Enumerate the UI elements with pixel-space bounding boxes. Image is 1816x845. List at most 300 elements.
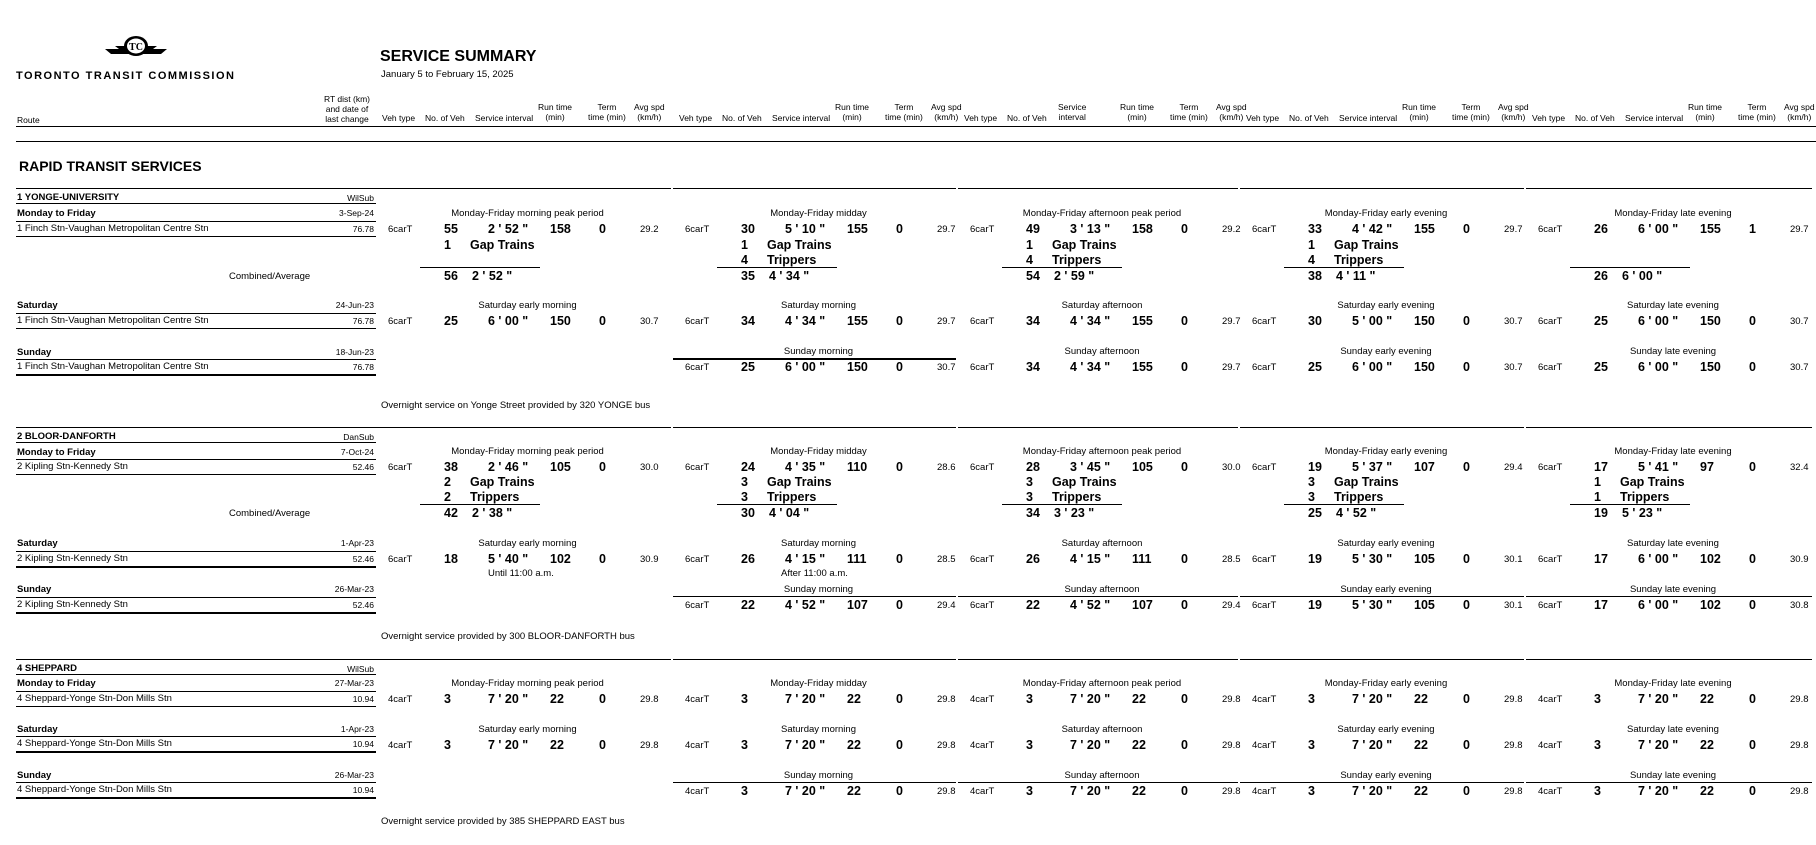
route-dist-l2-mf_label: 52.46 — [352, 462, 374, 472]
line-rule-top-l1 — [16, 188, 376, 189]
route-day-l2-sun_label: Sunday — [17, 584, 52, 595]
header-no-veh-4 — [1575, 113, 1615, 123]
block-rule-l4-1 — [673, 659, 956, 660]
header-rt-dist-1: RT dist (km) — [324, 94, 370, 104]
header-run-time-line2: (min) — [1409, 112, 1429, 122]
term-time-l1-sun-1: 0 — [1181, 360, 1188, 374]
term-time-l2-sun-2: 0 — [1463, 598, 1470, 612]
no-of-veh-l4-mf-1: 3 — [741, 692, 748, 706]
header-veh-type-2 — [964, 113, 997, 123]
service-interval-l4-sat-2: 7 ' 20 " — [1070, 738, 1111, 752]
service-interval-l1-mf-0: 2 ' 52 " — [488, 222, 529, 236]
no-of-veh-l1-sun-3: 25 — [1594, 360, 1608, 374]
route-dist-l2-sat_label: 52.46 — [352, 554, 374, 564]
extra-count-l2-1-1: 3 — [741, 490, 748, 504]
header-run-time-line1: Run time — [538, 102, 573, 112]
no-of-veh-l2-mf-3: 19 — [1308, 460, 1322, 474]
term-time-l1-mf-0: 0 — [599, 222, 606, 236]
avg-spd-l1-sun-1: 29.7 — [1222, 362, 1241, 373]
header-no-veh-line1: No. of Veh — [1007, 113, 1047, 123]
no-of-veh-l4-mf-4: 3 — [1594, 692, 1601, 706]
no-of-veh-l1-sun-0: 25 — [741, 360, 755, 374]
service-interval-l4-sat-0: 7 ' 20 " — [488, 738, 529, 752]
service-interval-l4-mf-0: 7 ' 20 " — [488, 692, 529, 706]
veh-type-l1-sat-1: 6carT — [685, 316, 710, 327]
period-label-l4-mf-4: Monday-Friday late evening — [1614, 678, 1732, 689]
combined-interval-l1-4: 6 ' 00 " — [1622, 269, 1663, 283]
header-veh-type-0 — [382, 113, 415, 123]
period-label-l1-sat-0: Saturday early morning — [478, 300, 577, 311]
extra-count-l2-2-0: 3 — [1026, 475, 1033, 489]
term-time-l1-sun-3: 0 — [1749, 360, 1756, 374]
combined-veh-l1-1: 35 — [741, 269, 755, 283]
term-time-l1-mf-2: 0 — [1181, 222, 1188, 236]
block-rule-l2-3 — [1240, 427, 1524, 428]
avg-spd-l1-mf-2: 29.2 — [1222, 224, 1241, 235]
header-avg-spd-line1: Avg spd — [1216, 102, 1247, 112]
run-time-l1-sat-1: 155 — [847, 314, 868, 328]
line-rule-mid-l2 — [16, 442, 376, 443]
period-label-l4-sun-4: Sunday late evening — [1629, 770, 1717, 781]
period-label-l4-sun-2: Sunday afternoon — [1064, 770, 1140, 781]
run-time-l1-sat-2: 155 — [1132, 314, 1153, 328]
avg-spd-l2-sat-3: 30.1 — [1504, 554, 1523, 565]
extra-count-l2-4-0: 1 — [1594, 475, 1601, 489]
header-run-time-2 — [1120, 102, 1154, 122]
run-time-l2-mf-1: 110 — [847, 460, 868, 474]
run-time-l2-mf-4: 97 — [1700, 460, 1714, 474]
no-of-veh-l2-sun-2: 19 — [1308, 598, 1322, 612]
period-label-l4-sat-1: Saturday morning — [781, 724, 856, 735]
veh-type-l1-mf-2: 6carT — [970, 224, 995, 235]
avg-spd-l4-mf-1: 29.8 — [937, 694, 956, 705]
term-time-l1-sun-0: 0 — [896, 360, 903, 374]
service-interval-l4-sun-4: 7 ' 20 " — [1638, 784, 1679, 798]
extra-count-l1-3-1: 4 — [1308, 253, 1315, 267]
header-avg-spd-line2: (km/h) — [934, 112, 959, 122]
header-veh-type-line1: Veh type — [964, 113, 998, 123]
ttc-logo — [103, 35, 169, 61]
service-interval-l2-sat-1: 4 ' 15 " — [785, 552, 826, 566]
veh-type-l4-mf-1: 4carT — [685, 694, 710, 705]
header-veh-type-line1: Veh type — [382, 113, 416, 123]
veh-type-l1-mf-4: 6carT — [1538, 224, 1563, 235]
no-of-veh-l4-sat-2: 3 — [1026, 738, 1033, 752]
sun-rule-l2-1 — [673, 596, 956, 597]
no-of-veh-l2-mf-4: 17 — [1594, 460, 1608, 474]
extra-label-l2-4-0: Gap Trains — [1620, 475, 1685, 489]
extra-label-l1-1-1: Trippers — [767, 253, 817, 267]
no-of-veh-l2-sat-3: 19 — [1308, 552, 1322, 566]
no-of-veh-l1-sat-2: 34 — [1026, 314, 1040, 328]
run-time-l1-sun-0: 150 — [847, 360, 868, 374]
run-time-l4-mf-1: 22 — [847, 692, 861, 706]
no-of-veh-l2-sun-1: 22 — [1026, 598, 1040, 612]
sun-rule-l4-2 — [958, 782, 1238, 783]
avg-spd-l4-mf-4: 29.8 — [1790, 694, 1809, 705]
combined-rule-l2-2 — [1002, 504, 1122, 505]
service-interval-l2-mf-2: 3 ' 45 " — [1070, 460, 1111, 474]
no-of-veh-l4-sat-0: 3 — [444, 738, 451, 752]
extra-label-l1-1-0: Gap Trains — [767, 238, 832, 252]
extra-count-l2-4-1: 1 — [1594, 490, 1601, 504]
combined-rule-l1-3 — [1284, 267, 1404, 268]
sun-rule-l2-4 — [1526, 596, 1812, 597]
combined-rule-l2-4 — [1570, 504, 1690, 505]
page-title: SERVICE SUMMARY — [380, 48, 537, 65]
run-time-l1-sun-2: 150 — [1414, 360, 1435, 374]
line-rule-top-l4 — [16, 659, 376, 660]
header-term-time-line1: Term — [597, 102, 617, 112]
no-of-veh-l4-sat-4: 3 — [1594, 738, 1601, 752]
route-date-l4-sun_date: 26-Mar-23 — [334, 770, 374, 780]
run-time-l1-mf-2: 158 — [1132, 222, 1153, 236]
combined-veh-l1-2: 54 — [1026, 269, 1040, 283]
route-dist-l4-sat_label: 10.94 — [352, 739, 374, 749]
header-avg-spd-line2: (km/h) — [1501, 112, 1526, 122]
header-term-time-1 — [885, 102, 923, 122]
no-of-veh-l1-sun-1: 34 — [1026, 360, 1040, 374]
term-time-l2-mf-0: 0 — [599, 460, 606, 474]
service-interval-l4-sun-2: 7 ' 20 " — [1070, 784, 1111, 798]
run-time-l1-sat-4: 150 — [1700, 314, 1721, 328]
run-time-l2-sat-1: 111 — [847, 552, 867, 566]
route-dist-l4-sun_label: 10.94 — [352, 785, 374, 795]
block-rule-l1-1 — [673, 188, 956, 189]
header-run-time-3 — [1402, 102, 1436, 122]
veh-type-l4-mf-3: 4carT — [1252, 694, 1277, 705]
route-name-l4-sun_label: 4 Sheppard-Yonge Stn-Don Mills Stn — [17, 784, 172, 795]
service-interval-l1-sun-1: 4 ' 34 " — [1070, 360, 1111, 374]
header-avg-spd-0 — [634, 102, 665, 122]
combined-rule-l1-0 — [420, 267, 540, 268]
veh-type-l2-mf-1: 6carT — [685, 462, 710, 473]
line-division-l1: WilSub — [347, 193, 374, 203]
header-term-time-line2: time (min) — [1738, 112, 1776, 122]
route-rule-l1-sun_label-top — [16, 359, 376, 360]
header-term-time-line1: Term — [1179, 102, 1199, 112]
no-of-veh-l4-sat-3: 3 — [1308, 738, 1315, 752]
extra-label-l2-1-1: Trippers — [767, 490, 817, 504]
service-interval-l1-mf-1: 5 ' 10 " — [785, 222, 826, 236]
service-interval-l1-sat-4: 6 ' 00 " — [1638, 314, 1679, 328]
extra-count-l2-0-1: 2 — [444, 490, 451, 504]
header-run-time-line2: (min) — [842, 112, 862, 122]
run-time-l2-mf-2: 105 — [1132, 460, 1153, 474]
period-label-l1-sun-1: Sunday morning — [783, 346, 854, 357]
term-time-l2-sun-1: 0 — [1181, 598, 1188, 612]
run-time-l2-sat-4: 102 — [1700, 552, 1721, 566]
header-service-interval-3 — [1339, 113, 1397, 123]
extra-count-l2-0-0: 2 — [444, 475, 451, 489]
route-date-l4-sat_date: 1-Apr-23 — [340, 724, 374, 734]
avg-spd-l4-sun-3: 29.8 — [1504, 786, 1523, 797]
header-rule — [16, 126, 1816, 127]
veh-type-l2-mf-3: 6carT — [1252, 462, 1277, 473]
term-time-l1-mf-4: 1 — [1749, 222, 1756, 236]
combined-veh-l2-2: 34 — [1026, 506, 1040, 520]
period-label-l1-mf-1: Monday-Friday midday — [770, 208, 867, 219]
service-interval-l1-mf-4: 6 ' 00 " — [1638, 222, 1679, 236]
block-rule-l4-2 — [958, 659, 1238, 660]
extra-label-l1-2-1: Trippers — [1052, 253, 1102, 267]
veh-type-l4-sun-1: 4carT — [685, 786, 710, 797]
after-note-l2: After 11:00 a.m. — [781, 568, 848, 579]
avg-spd-l2-mf-4: 32.4 — [1790, 462, 1809, 473]
extra-label-l2-2-1: Trippers — [1052, 490, 1102, 504]
veh-type-l2-sun-2: 6carT — [1252, 600, 1277, 611]
avg-spd-l1-sat-2: 29.7 — [1222, 316, 1241, 327]
block-rule-l4-0 — [376, 659, 671, 660]
extra-count-l1-0-0: 1 — [444, 238, 451, 252]
extra-label-l1-2-0: Gap Trains — [1052, 238, 1117, 252]
header-avg-spd-line1: Avg spd — [1498, 102, 1529, 112]
period-label-l1-mf-2: Monday-Friday afternoon peak period — [1022, 208, 1182, 219]
combined-interval-l1-0: 2 ' 52 " — [472, 269, 513, 283]
service-interval-l4-sun-1: 7 ' 20 " — [785, 784, 826, 798]
term-time-l4-mf-0: 0 — [599, 692, 606, 706]
block-rule-l2-1 — [673, 427, 956, 428]
line-rule-mid-l4 — [16, 674, 376, 675]
run-time-l1-mf-0: 158 — [550, 222, 571, 236]
route-rule-l2-sun_label-bot — [16, 612, 376, 614]
run-time-l2-mf-0: 105 — [550, 460, 571, 474]
header-veh-type-line1: Veh type — [679, 113, 713, 123]
period-label-l2-mf-3: Monday-Friday early evening — [1324, 446, 1448, 457]
period-label-l2-mf-1: Monday-Friday midday — [770, 446, 867, 457]
avg-spd-l4-sun-1: 29.8 — [937, 786, 956, 797]
no-of-veh-l2-sat-1: 26 — [741, 552, 755, 566]
term-time-l4-sun-1: 0 — [896, 784, 903, 798]
service-interval-l1-sun-2: 6 ' 00 " — [1352, 360, 1393, 374]
run-time-l4-sun-4: 22 — [1700, 784, 1714, 798]
header-run-time-line2: (min) — [1695, 112, 1715, 122]
term-time-l1-sat-2: 0 — [1181, 314, 1188, 328]
term-time-l1-sat-3: 0 — [1463, 314, 1470, 328]
block-rule-l2-4 — [1526, 427, 1812, 428]
org-name: TORONTO TRANSIT COMMISSION — [16, 70, 236, 82]
route-dist-l4-mf_label: 10.94 — [352, 694, 374, 704]
no-of-veh-l4-sun-2: 3 — [1026, 784, 1033, 798]
avg-spd-l4-sun-4: 29.8 — [1790, 786, 1809, 797]
route-dist-l2-sun_label: 52.46 — [352, 600, 374, 610]
combined-veh-l2-3: 25 — [1308, 506, 1322, 520]
header-service-interval-line1: Service interval — [475, 113, 534, 123]
combined-interval-l2-3: 4 ' 52 " — [1336, 506, 1377, 520]
header-rule-2 — [16, 141, 1816, 142]
veh-type-l2-sat-3: 6carT — [1252, 554, 1277, 565]
veh-type-l1-mf-0: 6carT — [388, 224, 413, 235]
run-time-l1-mf-4: 155 — [1700, 222, 1721, 236]
header-interval: interval — [1058, 112, 1086, 122]
sun-rule-l2-3 — [1240, 596, 1524, 597]
period-label-l2-sat-2: Saturday afternoon — [1061, 538, 1143, 549]
veh-type-l1-mf-1: 6carT — [685, 224, 710, 235]
route-day-l1-mf_label: Monday to Friday — [17, 208, 96, 219]
header-route: Route — [17, 115, 40, 125]
route-name-l2-sun_label: 2 Kipling Stn-Kennedy Stn — [17, 599, 128, 610]
term-time-l4-mf-3: 0 — [1463, 692, 1470, 706]
period-label-l1-sat-2: Saturday afternoon — [1061, 300, 1143, 311]
service-interval-l4-sat-3: 7 ' 20 " — [1352, 738, 1393, 752]
veh-type-l2-sun-3: 6carT — [1538, 600, 1563, 611]
avg-spd-l4-sat-0: 29.8 — [640, 740, 659, 751]
route-dist-l1-sun_label: 76.78 — [352, 362, 374, 372]
service-interval-l2-mf-3: 5 ' 37 " — [1352, 460, 1393, 474]
term-time-l1-sat-0: 0 — [599, 314, 606, 328]
term-time-l1-sat-1: 0 — [896, 314, 903, 328]
header-rt-dist-2: and date of — [325, 104, 369, 114]
extra-label-l2-3-0: Gap Trains — [1334, 475, 1399, 489]
term-time-l1-sat-4: 0 — [1749, 314, 1756, 328]
svg-text:TC: TC — [129, 42, 143, 53]
veh-type-l1-sat-0: 6carT — [388, 316, 413, 327]
run-time-l4-sat-0: 22 — [550, 738, 564, 752]
header-term-time-0 — [588, 102, 626, 122]
run-time-l2-sun-3: 102 — [1700, 598, 1721, 612]
run-time-l4-mf-2: 22 — [1132, 692, 1146, 706]
combined-veh-l2-4: 19 — [1594, 506, 1608, 520]
veh-type-l4-sun-2: 4carT — [970, 786, 995, 797]
service-interval-l4-sat-4: 7 ' 20 " — [1638, 738, 1679, 752]
header-avg-spd-line2: (km/h) — [637, 112, 662, 122]
line-division-l2: DanSub — [343, 432, 374, 442]
run-time-l1-sun-3: 150 — [1700, 360, 1721, 374]
header-service: Service — [1058, 102, 1087, 112]
veh-type-l4-sat-4: 4carT — [1538, 740, 1563, 751]
no-of-veh-l2-mf-2: 28 — [1026, 460, 1040, 474]
term-time-l4-sat-0: 0 — [599, 738, 606, 752]
period-label-l2-sat-3: Saturday early evening — [1337, 538, 1435, 549]
term-time-l4-sun-3: 0 — [1463, 784, 1470, 798]
combined-rule-l2-3 — [1284, 504, 1404, 505]
route-dist-l1-mf_label: 76.78 — [352, 224, 374, 234]
combined-rule-l1-1 — [717, 267, 837, 268]
run-time-l1-sat-0: 150 — [550, 314, 571, 328]
extra-count-l1-2-0: 1 — [1026, 238, 1033, 252]
sun-rule-l4-1 — [673, 782, 956, 783]
run-time-l1-mf-3: 155 — [1414, 222, 1435, 236]
route-rule-l1-sat_label-bot — [16, 328, 376, 329]
until-note-l2: Until 11:00 a.m. — [488, 568, 554, 579]
term-time-l2-mf-4: 0 — [1749, 460, 1756, 474]
route-day-l4-sun_label: Sunday — [17, 770, 52, 781]
header-avg-spd-1 — [931, 102, 962, 122]
sun-rule-l4-4 — [1526, 782, 1812, 783]
avg-spd-l2-mf-3: 29.4 — [1504, 462, 1523, 473]
service-interval-l1-sun-3: 6 ' 00 " — [1638, 360, 1679, 374]
avg-spd-l4-sat-1: 29.8 — [937, 740, 956, 751]
term-time-l1-mf-1: 0 — [896, 222, 903, 236]
service-interval-l4-mf-4: 7 ' 20 " — [1638, 692, 1679, 706]
extra-label-l1-0-0: Gap Trains — [470, 238, 535, 252]
service-interval-l2-sat-4: 6 ' 00 " — [1638, 552, 1679, 566]
period-label-l1-sat-1: Saturday morning — [781, 300, 856, 311]
veh-type-l1-sun-0: 6carT — [685, 362, 710, 373]
run-time-l2-sat-3: 105 — [1414, 552, 1435, 566]
service-interval-l2-sat-0: 5 ' 40 " — [488, 552, 529, 566]
line-name-l4: 4 SHEPPARD — [17, 663, 78, 674]
sun-rule-l4-3 — [1240, 782, 1524, 783]
route-rule-l4-sat_label-top — [16, 736, 376, 737]
extra-count-l1-1-0: 1 — [741, 238, 748, 252]
service-interval-l2-sun-0: 4 ' 52 " — [785, 598, 826, 612]
route-rule-l1-mf_label-bot — [16, 236, 376, 237]
avg-spd-l2-sun-2: 30.1 — [1504, 600, 1523, 611]
period-label-l1-sun-2: Sunday afternoon — [1064, 346, 1140, 357]
header-run-time-line2: (min) — [1127, 112, 1147, 122]
term-time-l1-sun-2: 0 — [1463, 360, 1470, 374]
route-day-l2-sat_label: Saturday — [17, 538, 58, 549]
service-interval-l1-sat-2: 4 ' 34 " — [1070, 314, 1111, 328]
avg-spd-l1-sat-4: 30.7 — [1790, 316, 1809, 327]
period-label-l4-sun-1: Sunday morning — [783, 770, 854, 781]
avg-spd-l2-mf-2: 30.0 — [1222, 462, 1241, 473]
header-term-time-line1: Term — [1747, 102, 1767, 112]
combined-label-l1: Combined/Average — [229, 271, 311, 282]
combined-veh-l1-4: 26 — [1594, 269, 1608, 283]
run-time-l4-mf-3: 22 — [1414, 692, 1428, 706]
header-run-time-line2: (min) — [545, 112, 565, 122]
combined-interval-l1-3: 4 ' 11 " — [1336, 269, 1376, 283]
veh-type-l4-sun-3: 4carT — [1252, 786, 1277, 797]
header-avg-spd-line1: Avg spd — [931, 102, 962, 112]
term-time-l4-mf-4: 0 — [1749, 692, 1756, 706]
extra-label-l2-4-1: Trippers — [1620, 490, 1670, 504]
block-rule-l4-4 — [1526, 659, 1812, 660]
extra-label-l2-3-1: Trippers — [1334, 490, 1384, 504]
service-interval-l1-sat-1: 4 ' 34 " — [785, 314, 826, 328]
route-rule-l4-mf_label-top — [16, 691, 376, 692]
route-name-l4-sat_label: 4 Sheppard-Yonge Stn-Don Mills Stn — [17, 738, 172, 749]
header-no-veh-3 — [1289, 113, 1329, 123]
header-service-interval-line1: Service interval — [1625, 113, 1684, 123]
period-label-l4-sun-3: Sunday early evening — [1340, 770, 1432, 781]
veh-type-l1-sat-2: 6carT — [970, 316, 995, 327]
avg-spd-l4-mf-3: 29.8 — [1504, 694, 1523, 705]
term-time-l2-mf-1: 0 — [896, 460, 903, 474]
avg-spd-l1-mf-4: 29.7 — [1790, 224, 1809, 235]
no-of-veh-l1-sat-4: 25 — [1594, 314, 1608, 328]
line-division-l4: WilSub — [347, 664, 374, 674]
header-no-veh-2 — [1007, 113, 1047, 123]
period-label-l1-mf-3: Monday-Friday early evening — [1324, 208, 1448, 219]
run-time-l2-sun-0: 107 — [847, 598, 868, 612]
term-time-l2-sat-3: 0 — [1463, 552, 1470, 566]
date-range: January 5 to February 15, 2025 — [381, 69, 514, 80]
veh-type-l2-sun-0: 6carT — [685, 600, 710, 611]
term-time-l1-mf-3: 0 — [1463, 222, 1470, 236]
service-interval-l1-mf-3: 4 ' 42 " — [1352, 222, 1393, 236]
term-time-l4-sat-1: 0 — [896, 738, 903, 752]
period-label-l2-sat-1: Saturday morning — [781, 538, 856, 549]
route-date-l2-sat_date: 1-Apr-23 — [340, 538, 374, 548]
block-rule-l1-0 — [376, 188, 671, 189]
route-date-l4-mf_date: 27-Mar-23 — [334, 678, 374, 688]
combined-interval-l1-2: 2 ' 59 " — [1054, 269, 1095, 283]
avg-spd-l2-sat-2: 28.5 — [1222, 554, 1241, 565]
extra-count-l2-2-1: 3 — [1026, 490, 1033, 504]
run-time-l2-mf-3: 107 — [1414, 460, 1435, 474]
line-note-l1: Overnight service on Yonge Street provided by 320 YONGE bus — [381, 400, 651, 411]
route-rule-l2-mf_label-bot — [16, 474, 376, 475]
route-rule-l4-sat_label-bot — [16, 751, 376, 753]
header-term-time-4 — [1738, 102, 1776, 122]
combined-rule-l1-4 — [1570, 267, 1690, 268]
route-rule-l2-sun_label-top — [16, 597, 376, 598]
run-time-l2-sat-2: 111 — [1132, 552, 1152, 566]
veh-type-l2-mf-0: 6carT — [388, 462, 413, 473]
